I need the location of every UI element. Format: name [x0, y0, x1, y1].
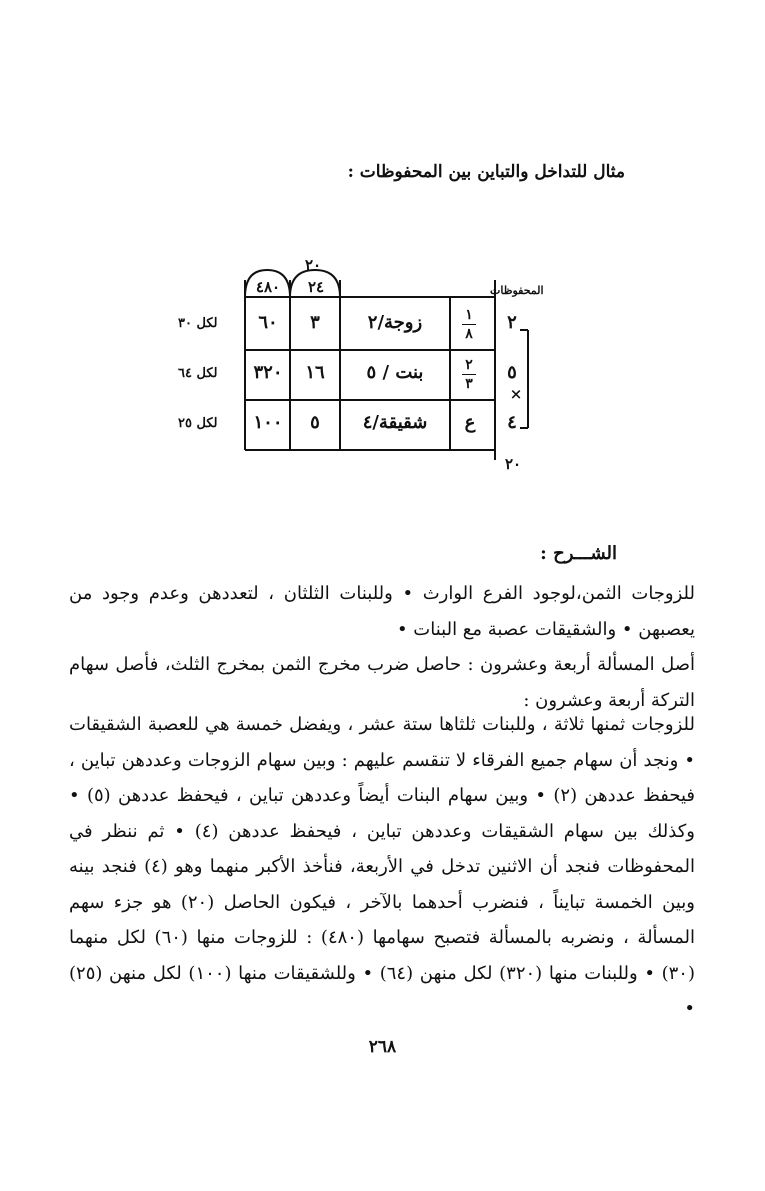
example-heading: مثال للتداخل والتباين بين المحفوظات :	[347, 162, 625, 182]
mahfuzat-header: المحفوظات	[490, 284, 544, 297]
mahfuz-value: ٢	[507, 312, 517, 333]
explanation-paragraph-2: أصل المسألة أربعة وعشرون : حاصل ضرب مخرج الثمن بمخرج الثلث، فأصل سهام التركة أربعة وعشرون :	[69, 654, 695, 711]
base-share-cell: ٥	[310, 412, 320, 433]
base-share-cell: ٣	[310, 312, 320, 333]
heir-cell: بنت / ٥	[366, 362, 424, 383]
total-share-cell: ٣٢٠	[253, 362, 283, 383]
share-denominator: ٣	[465, 376, 473, 392]
inheritance-table	[150, 250, 570, 480]
asaba-mark: ع	[464, 412, 476, 433]
share-numerator: ١	[465, 307, 473, 323]
bottom-total-label: ٢٠	[505, 455, 522, 473]
explanation-title: الشـــرح :	[540, 543, 617, 564]
heir-cell: شقيقة/٤	[362, 412, 428, 433]
mahfuz-value: ٥	[507, 362, 517, 383]
share-denominator: ٨	[465, 326, 473, 342]
heir-cell: زوجة/٢	[367, 312, 423, 333]
share-numerator: ٢	[465, 357, 473, 373]
share-fraction	[462, 308, 476, 341]
explanation-paragraph-3: للزوجات ثمنها ثلاثة ، وللبنات ثلثاها ستة عشر ، ويفضل خمسة هي للعصبة الشقيقات • ونجد أن سهام جميع الفرقاء لا تنقسم عليهم : وبين سهام الزوجات وعددهن تباين ، فيحفظ عددهن (٢) • وبين سهام البنات أيضاً وعددهن تباين ، فيحفظ عددهن (٥) • وكذلك بين سهام الشقيقات وعددهن تباين ، فيحفظ عددهن (٤) • ثم ننظر في المحفوظات فنجد أن الاثنين تدخل في الأربعة، فنأخذ الأكبر منهما وهو (٤) فنجد بينه وبين الخمسة تبايناً ، فنضرب أحدهما بالآخر ، فيكون الحاصل (٢٠) هو جزء سهم المسألة ، ونضربه بالمسألة فتصبح سهامها (٤٨٠) : للزوجات منها (٦٠) لكل منهما (٣٠) • وللبنات منها (٣٢٠) لكل منهن (٦٤) • وللشقيقات منها (١٠٠) لكل منهن (٢٥) •	[69, 714, 695, 1019]
top-total-label: ٢٠	[305, 256, 322, 274]
total-share-cell: ٦٠	[258, 312, 278, 333]
share-fraction	[462, 358, 476, 391]
arc-value-total: ٤٨٠	[255, 278, 281, 296]
per-head-note: لكل ٢٥	[178, 416, 218, 431]
fraction-bar	[462, 324, 476, 325]
per-head-note: لكل ٦٤	[178, 366, 218, 381]
mahfuz-value: ٤	[507, 412, 517, 433]
total-share-cell: ١٠٠	[253, 412, 283, 433]
base-share-cell: ١٦	[305, 362, 325, 383]
explanation-paragraph-1: للزوجات الثمن،لوجود الفرع الوارث • وللبنات الثلثان ، لتعددهن وعدم وجود من يعصبهن • والشقيقات عصبة مع البنات •	[69, 583, 695, 640]
fraction-bar	[462, 374, 476, 375]
arc-value-base: ٢٤	[307, 278, 325, 296]
page-number: ٢٦٨	[368, 1037, 397, 1057]
multiplier-sign: ×	[509, 385, 523, 403]
per-head-note: لكل ٣٠	[178, 316, 218, 331]
